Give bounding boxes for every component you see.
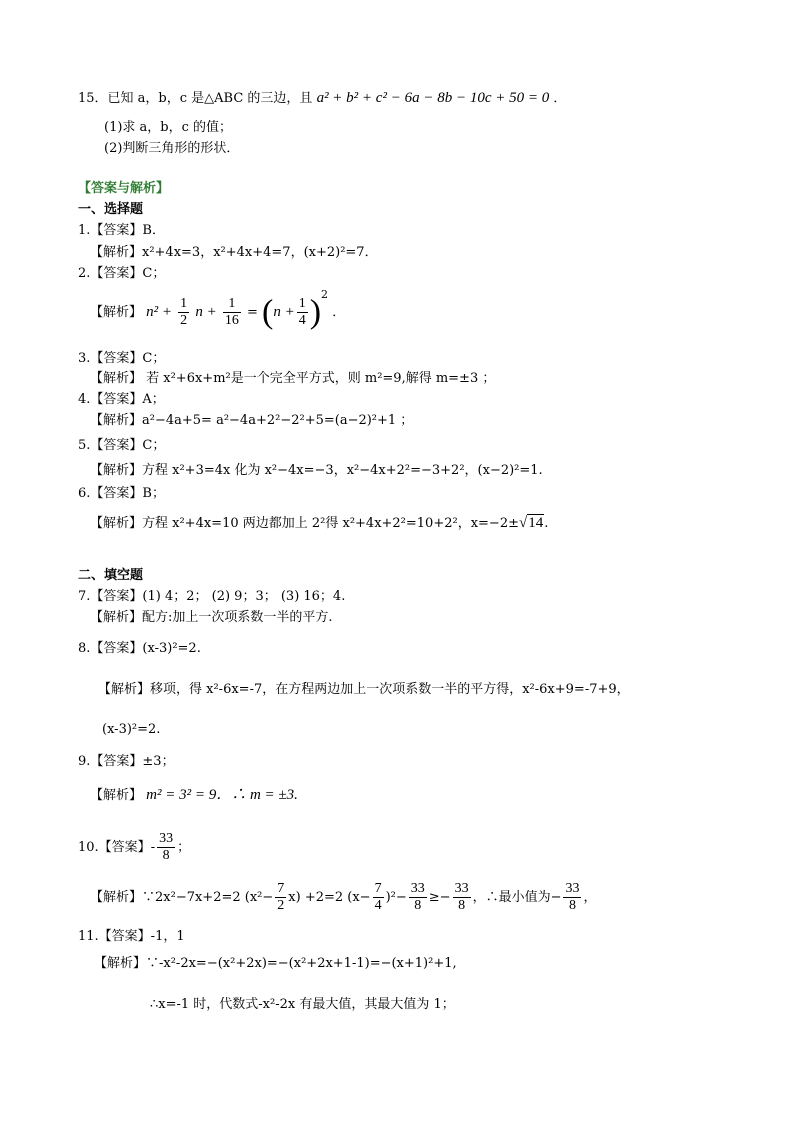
explanation-label: 【解析】 — [90, 788, 143, 803]
expr-end: ； — [177, 840, 191, 855]
frac-num: 33 — [454, 881, 469, 896]
answer-fraction — [157, 831, 175, 864]
fraction — [453, 881, 471, 914]
explanation-text: x) +2=2 (x− — [288, 890, 371, 905]
fraction — [275, 881, 286, 914]
answer-11: 11.【答案】-1，1 — [78, 929, 185, 944]
expr-end: . — [544, 516, 549, 531]
q15-equation: a² + b² + c² − 6a − 8b − 10c + 50 = 0 — [316, 90, 550, 106]
answer-3: 3.【答案】C； — [78, 351, 166, 366]
section-fill-in-blank: 二、填空题 — [78, 568, 144, 583]
expr-term: n + — [195, 304, 217, 320]
sqrt-expression: √14 — [519, 515, 544, 531]
frac-den: 2 — [180, 313, 188, 328]
answer-5: 5.【答案】C； — [78, 438, 166, 453]
expr-term: n + — [273, 304, 295, 320]
answer-4: 4.【答案】A； — [78, 392, 165, 407]
question-15-stem — [78, 90, 566, 107]
explanation-8: 【解析】移项，得 x²-6x=-7，在方程两边加上一次项系数一半的平方得，x²-6x+9=-7+9， — [98, 682, 630, 697]
explanation-text: )²− — [385, 890, 407, 905]
frac-num: 7 — [277, 881, 285, 896]
explanation-6 — [90, 515, 548, 532]
frac-num: 33 — [410, 881, 425, 896]
frac-num: 7 — [374, 881, 382, 896]
answer-2: 2.【答案】C； — [78, 266, 166, 281]
explanation-7: 【解析】配方:加上一次项系数一半的平方. — [90, 610, 333, 625]
answer-10 — [78, 826, 190, 870]
minus-sign: - — [150, 840, 156, 855]
explanation-11: 【解析】∵-x²-2x=−(x²+2x)=−(x²+2x+1-1)=−(x+1)²+1, — [94, 956, 457, 971]
fraction — [409, 881, 427, 914]
answer-8: 8.【答案】(x-3)²=2. — [78, 641, 201, 656]
answer-9: 9.【答案】±3； — [78, 754, 175, 769]
fraction — [373, 881, 384, 914]
equals-sign: = — [246, 305, 258, 320]
explanation-1: 【解析】x²+4x=3，x²+4x+4=7，(x+2)²=7． — [90, 245, 378, 260]
explanation-label: 【解析】 — [90, 305, 143, 320]
section-multiple-choice: 一、选择题 — [78, 202, 144, 217]
expr-end: ， — [583, 890, 597, 905]
answer-label: 10.【答案】 — [78, 840, 151, 855]
explanation-text: ≥− — [428, 890, 451, 905]
frac-den: 8 — [162, 848, 170, 863]
left-paren: ( — [262, 293, 274, 331]
fraction-one-half — [178, 296, 189, 329]
fraction-one-sixteenth — [223, 296, 241, 329]
explanation-text: 【解析】∵2x²−7x+2=2 (x²− — [90, 890, 274, 905]
frac-den: 16 — [224, 313, 239, 328]
frac-den: 8 — [414, 898, 422, 913]
q15-stem-end: ． — [553, 91, 567, 106]
explanation-11-cont: ∴x=-1 时，代数式-x²-2x 有最大值，其最大值为 1； — [150, 997, 455, 1012]
explanation-text: 【解析】方程 x²+4x=10 两边都加上 2²得 x²+4x+2²=10+2²，x=−2± — [90, 516, 519, 531]
frac-num: 1 — [180, 296, 188, 311]
frac-num: 1 — [298, 296, 306, 311]
expr-term: n² + — [146, 304, 173, 320]
expr-end: ． — [332, 305, 346, 320]
right-paren: ) — [309, 293, 322, 331]
explanation-9 — [90, 787, 298, 804]
q15-part1: (1)求 a，b，c 的值； — [104, 120, 233, 135]
explanation-5: 【解析】方程 x²+3=4x 化为 x²−4x=−3，x²−4x+2²=−3+2²，(x−2)²=1. — [90, 463, 543, 478]
answer-1: 1.【答案】B． — [78, 223, 165, 238]
frac-den: 4 — [374, 898, 382, 913]
frac-den: 8 — [568, 898, 576, 913]
frac-den: 2 — [277, 898, 285, 913]
q15-stem-text: 15．已知 a，b，c 是△ABC 的三边，且 — [78, 91, 313, 106]
answer-7: 7.【答案】(1) 4；2； (2) 9；3； (3) 16；4. — [78, 589, 346, 604]
explanation-3: 【解析】 若 x²+6x+m²是一个完全平方式，则 m²=9,解得 m=±3 ； — [90, 371, 496, 386]
answer-6: 6.【答案】B； — [78, 486, 165, 501]
explanation-4: 【解析】a²−4a+5= a²−4a+2²−2²+5=(a−2)²+1 ； — [90, 413, 414, 428]
explanation-10 — [90, 876, 596, 920]
frac-num: 1 — [223, 296, 241, 313]
frac-num: 33 — [565, 881, 580, 896]
frac-den: 8 — [458, 898, 466, 913]
explanation-8-cont: (x-3)²=2. — [102, 722, 161, 737]
explanation-2 — [90, 288, 346, 333]
expr-formula: m² = 3² = 9．∴ m = ±3. — [146, 787, 298, 803]
fraction-one-quarter — [297, 296, 308, 329]
explanation-text: ，∴最小值为− — [472, 890, 562, 905]
frac-den: 4 — [298, 313, 306, 328]
q15-part2: (2)判断三角形的形状． — [104, 141, 240, 156]
exponent: 2 — [321, 288, 329, 301]
fraction — [563, 881, 581, 914]
frac-num: 33 — [159, 831, 174, 846]
sqrt-radicand: 14 — [528, 515, 544, 531]
answer-section-header: 【答案与解析】 — [78, 181, 170, 196]
